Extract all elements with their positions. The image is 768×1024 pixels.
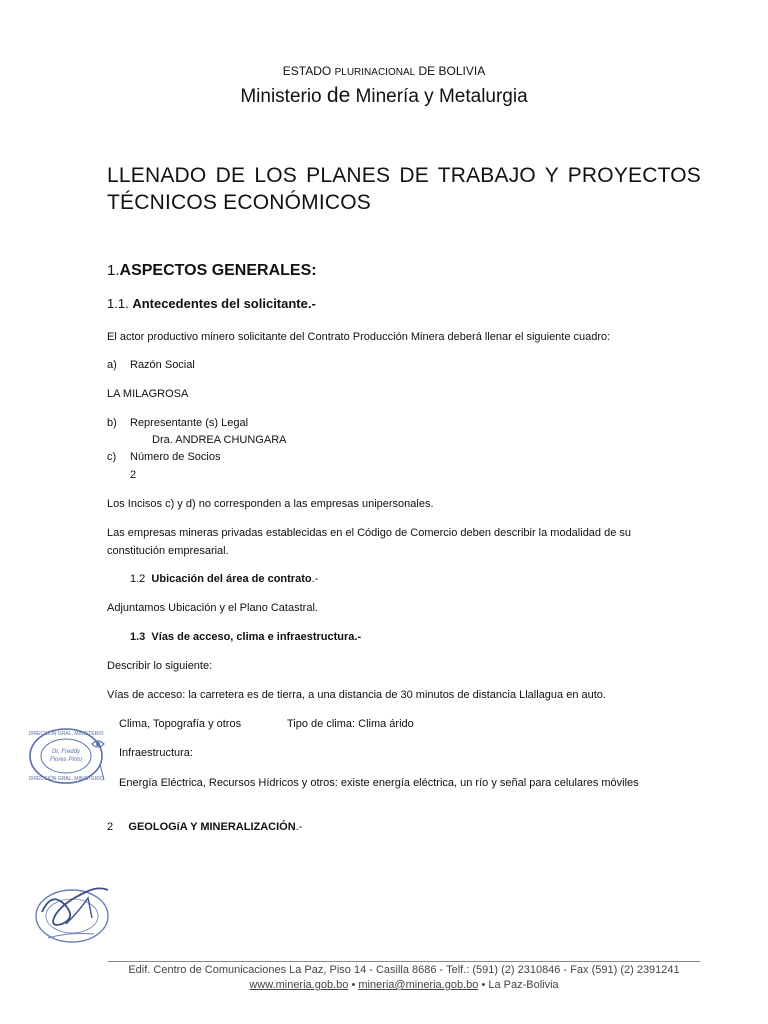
vias-acceso-text: Vías de acceso: la carretera es de tierra, a una distancia de 30 minutos de distancia Llallagua en auto. xyxy=(107,689,606,701)
seal-text-mid1: Dr. Freddy xyxy=(51,749,81,755)
header-estado: ESTADO PLURINACIONAL DE BOLIVIA xyxy=(282,64,486,78)
item-b-letter: b) xyxy=(107,417,117,429)
item-a-label: Razón Social xyxy=(130,359,195,371)
describir-text: Describir lo siguiente: xyxy=(107,660,213,672)
document-title: LLENADO DE LOS PLANES DE TRABAJO Y PROYECTOS TÉCNICOS ECONÓMICOS xyxy=(107,164,701,214)
seal-text-top: DIRECCIÓN GRAL. MINISTERIO xyxy=(28,731,104,737)
item-a-value: LA MILAGROSA xyxy=(107,388,189,400)
item-b-value: Dra. ANDREA CHUNGARA xyxy=(152,434,287,446)
item-c-value: 2 xyxy=(130,469,137,481)
adjuntamos-text: Adjuntamos Ubicación y el Plano Catastral. xyxy=(107,602,318,614)
section-1-heading: 1.ASPECTOS GENERALES: xyxy=(107,262,317,279)
footer-contact xyxy=(108,979,700,991)
footer-address: Edif. Centro de Comunicaciones La Paz, Piso 14 - Casilla 8686 - Telf.: (591) (2) 2310846 - Fax (591) (2) 2391241 xyxy=(128,964,680,976)
footer-website-link[interactable]: www.mineria.gob.bo xyxy=(249,979,349,991)
empresas-line-2: constitución empresarial. xyxy=(107,545,229,557)
item-c-label: Número de Socios xyxy=(130,451,221,463)
signature-seal-stamp xyxy=(28,878,124,950)
empresas-line-1: Las empresas mineras privadas establecidas en el Código de Comercio deben describir la modalidad de su xyxy=(107,527,632,539)
section-1-3-heading: 1.3 Vías de acceso, clima e infraestructura.- xyxy=(130,631,362,643)
item-b-label: Representante (s) Legal xyxy=(130,417,249,429)
clima-value: Tipo de clima: Clima árido xyxy=(287,718,414,730)
item-a-letter: a) xyxy=(107,359,117,371)
bullet-icon: • xyxy=(351,979,356,991)
section-1-2-heading: 1.2 Ubicación del área de contrato.- xyxy=(130,573,319,585)
section-1-1-heading: 1.1. Antecedentes del solicitante.- xyxy=(107,296,316,311)
seal-text-bottom: DIRECCIÓN GRAL. MINISTERIO xyxy=(28,776,104,782)
section-2-heading: 2 GEOLOGíA Y MINERALIZACIÓN.- xyxy=(107,821,303,833)
footer-email-link[interactable]: mineria@mineria.gob.bo xyxy=(358,979,479,991)
official-seal-stamp xyxy=(26,722,112,788)
note-incisos: Los Incisos c) y d) no corresponden a las empresas unipersonales. xyxy=(107,498,434,510)
seal-text-mid2: Flores Pinto xyxy=(49,757,83,763)
footer-city: La Paz-Bolivia xyxy=(488,979,559,991)
intro-paragraph: El actor productivo minero solicitante del Contrato Producción Minera deberá llenar el siguiente cuadro: xyxy=(107,331,611,343)
item-c-letter: c) xyxy=(107,451,117,463)
infraestructura-label: Infraestructura: xyxy=(119,747,193,759)
footer-divider xyxy=(108,961,700,962)
header-ministerio: Ministerio de Minería y Metalurgia xyxy=(240,84,528,107)
clima-label: Clima, Topografía y otros xyxy=(119,718,242,730)
energia-text: Energía Eléctrica, Recursos Hídricos y otros: existe energía eléctrica, un río y señal para celulares móviles xyxy=(119,777,639,789)
bullet-icon: • xyxy=(481,979,486,991)
